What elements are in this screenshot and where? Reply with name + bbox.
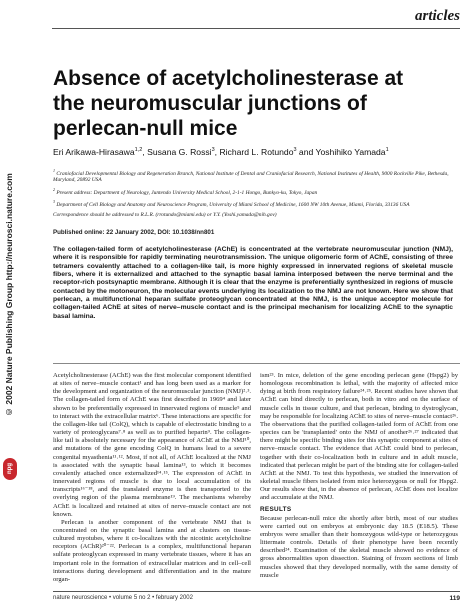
journal-footer: nature neuroscience • volume 5 no 2 • february 2002 (53, 595, 193, 601)
author-list (53, 147, 453, 157)
affiliation (53, 199, 453, 208)
affiliation-text: Present address: Department of Neurology, Juntendo University Medical School, 2-1-1 Hongo, Bunkyo-ku, Tokyo, Japan (55, 189, 318, 196)
body-column-right (260, 372, 458, 580)
author-separator: , (214, 147, 220, 157)
author-name: Yoshihiko Yamada (315, 147, 386, 157)
author-name: Susana G. Rossi (147, 147, 212, 157)
body-paragraph: Acetylcholinesterase (AChE) was the first molecular component identified at sites of nerve–muscle contact¹ and has long been used as a marker for the development and organization of the neuromuscular junction (NMJ)²˒³. The collagen-tailed form of AChE was first described in 1969⁴ and later shown to be preferentially expressed in innervated regions of muscle⁵ and to interact with the extracellular matrix⁶. These interactions are specific for the collagen-like tail (ColQ), which is capable of electrostatic binding to a variety of proteoglycans⁷˒⁸ as well as to purified heparin⁹. The collagen-like tail is absolutely necessary for the appearance of AChE at the NMJ¹⁰, and mutations of the gene encoding ColQ in humans lead to a severe congenital myasthenia¹¹˒¹². Most, if not all, of AChE localized at the NMJ is associated with the synaptic basal lamina¹³, to which it becomes covalently attached once externalized¹⁴˒¹⁵. The expression of AChE in innervated regions of muscle is due to local accumulation of its transcripts¹⁶⁻¹⁸, and the translated enzyme is then transported to the overlying region of the plasma membrane¹⁹. The mechanisms whereby AChE is localized and retained at sites of nerve–muscle contact are not known. (53, 372, 251, 518)
body-paragraph: ism²³. In mice, deletion of the gene encoding perlecan gene (Hspg2) by homologous recombination is lethal, with the majority of affected mice dying at birth from respiratory failure²⁴˒²⁵. Recent studies have shown that AChE can bind directly to perlecan, both in vitro and on the surface of muscle cells in tissue culture, and that perlecan, binding to dystroglycan, may be responsible for localizing AChE to sites of nerve–muscle contact²⁶. The observations that the purified collagen-tailed form of AChE from one species can be 'transplanted' onto the NMJ of another²⁶˒²⁷ indicated that there might be specific binding sites for this synaptic component at sites of nerve–muscle contact. The evidence that AChE could bind to perlecan, together with their co-localization both in culture and in adult muscle, indicated that perlecan might be part of the binding site for collagen-tailed AChE at the NMJ. To test this hypothesis, we studied the innervation of skeletal muscle fibers isolated from mice heterozygous or null for Hspg2. Our results show that, in the absence of perlecan, AChE does not localize and accumulate at the NMJ. (260, 372, 458, 502)
author-name: Eri Arikawa-Hirasawa (53, 147, 135, 157)
article-title: Absence of acetylcholinesterase at the neuromuscular junctions of perlecan-null mice (53, 67, 404, 140)
abstract: The collagen-tailed form of acetylcholinesterase (AChE) is concentrated at the vertebrate neuromuscular junction (NMJ), where it is responsible for rapidly terminating neurotransmission. The unique oligomeric form of AChE, consisting of three tetramers covalently attached to a collagen-like tail, is more highly expressed in innervated regions of skeletal muscle fibers, where it is externalized and attached to the synaptic basal lamina interposed between the nerve terminal and the receptor-rich postsynaptic membrane. Although it is clear that the enzyme is preferentially synthesized in regions of muscle contacted by the motoneuron, the molecular events underlying its localization to the NMJ are not known. Here we show that perlecan, a multifunctional heparan sulfate proteoglycan concentrated at the NMJ, is the unique acceptor molecule for collagen-tailed AChE at sites of nerve–muscle contact and is the principal mechanism for localizing AChE to the synaptic basal lamina. (53, 246, 453, 320)
author-separator: , (142, 147, 148, 157)
body-paragraph: Perlecan is another component of the vertebrate NMJ that is concentrated on the synaptic basal lamina and at clusters on tissue-cultured myotubes, where it co-localizes with the nicotinic acetylcholine receptors (AChR)²⁰⁻²². Perlecan is a complex, multifunctional heparan sulfate proteoglycan expressed in many vertebrate tissues, where it has an important role in the formation of extracellular matrices and in cell–cell interactions during development and differentiation and in the mature organ- (53, 518, 251, 583)
footer-rule (53, 591, 460, 592)
author-affiliation-mark: 3 (211, 147, 215, 154)
affiliation-text: Department of Cell Biology and Anatomy and Neuroscience Program, University of Miami School of Medicine, 1600 NW 10th Avenue, Miami, Florida, 33136 USA (55, 202, 410, 209)
author-separator: and (296, 147, 316, 157)
author-affiliation-mark: 1,2 (134, 147, 143, 154)
affiliations (53, 168, 453, 221)
author-affiliation-mark: 1 (385, 147, 389, 154)
section-label: articles (415, 8, 460, 24)
results-heading: RESULTS (260, 505, 292, 513)
affiliation-mark: 3 (53, 199, 55, 205)
author-name: Richard L. Rotundo (219, 147, 294, 157)
affiliation-text: Craniofacial Developmental Biology and Regeneration Branch, National Institute of Dental and Craniofacial Research, National Institutes of Health, 9000 Rockville Pike, Bethesda, Maryland, 20892 USA (53, 170, 449, 184)
affiliation (53, 168, 453, 184)
affiliation-mark: 1 (53, 168, 55, 173)
abstract-divider (53, 363, 460, 364)
publication-info (53, 229, 453, 236)
published-date: Published online: 22 January 2002, DOI: 10.1038/nn801 (53, 229, 215, 236)
page-number: 119 (449, 595, 460, 602)
author-affiliation-mark: 3 (293, 147, 297, 154)
body-column-left (53, 372, 251, 584)
copyright-strip: © 2002 Nature Publishing Group http://neurosci.nature.com (4, 173, 14, 417)
body-paragraph: Because perlecan-null mice die shortly after birth, most of our studies were carried out on embryos at embryonic day 18.5 (E18.5). These embryos were smaller than their homozygous wild-type or heterozygous littermate controls. Details of their phenotype have been recently described²⁴. Examination of the skeletal muscle showed no evidence of gross abnormalities upon dissection. Staining of frozen sections of limb muscles showed that they developed normally, with the same density of muscle (260, 514, 458, 579)
affiliation (53, 187, 453, 196)
top-rule (52, 28, 460, 29)
npg-logo: npg (3, 458, 17, 480)
correspondence-note: Correspondence should be addressed to R.L.R. (rrotundo@miami.edu) or Y.Y. (Yoshi.yamada@nih.gov) (53, 211, 277, 218)
affiliation-mark: 2 (53, 186, 55, 192)
